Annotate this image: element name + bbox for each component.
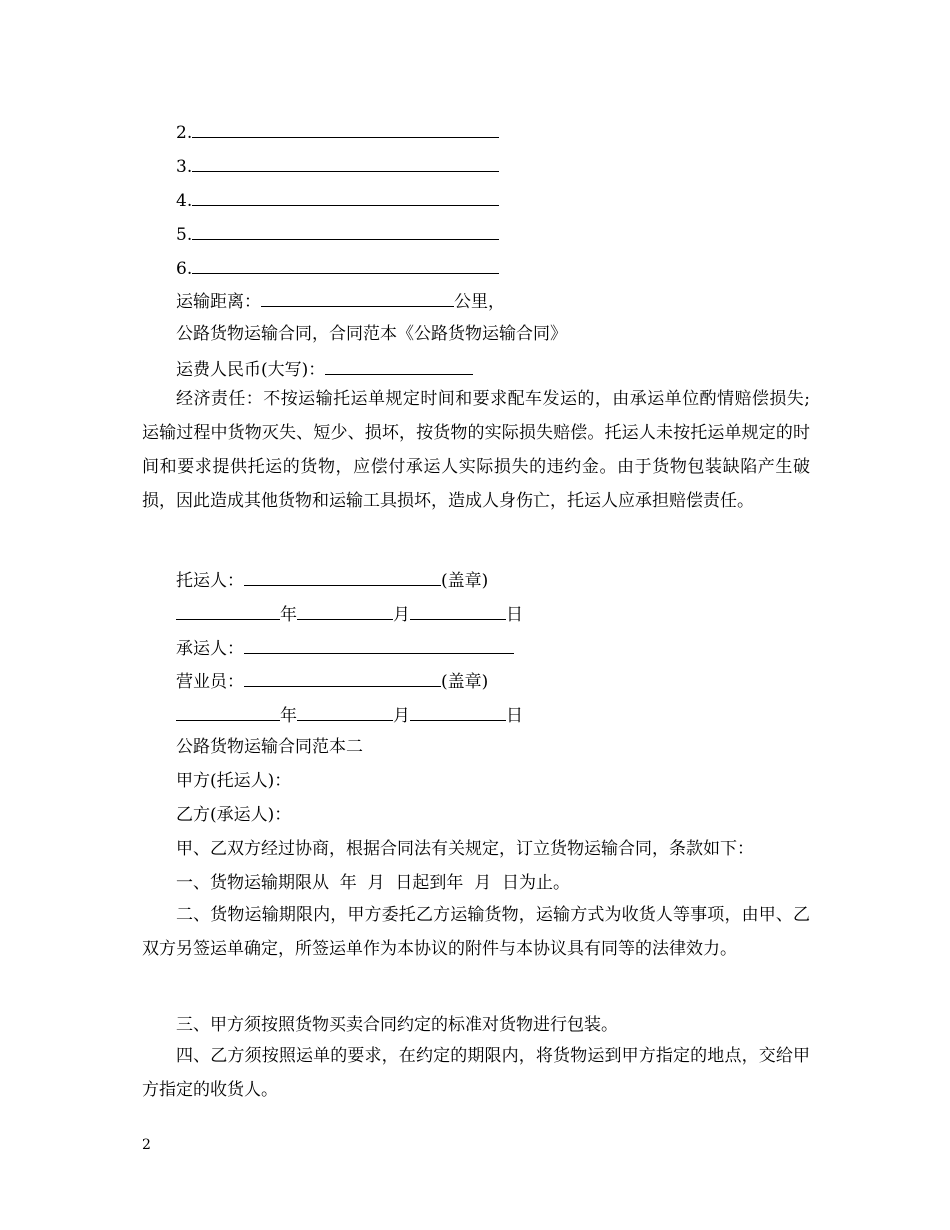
party-b-line: 乙方(承运人)： bbox=[176, 805, 292, 825]
salesperson-line: 营业员： (盖章) bbox=[176, 672, 489, 692]
list-item: 3. bbox=[176, 155, 499, 177]
date-line: 年 月 日 bbox=[176, 603, 523, 625]
clause-2: 二、货物运输期限内，甲方委托乙方运输货物，运输方式为收货人等事项，由甲、乙双方另签运单确定，所签运单作为本协议的附件与本协议具有同等的法律效力。 bbox=[142, 905, 810, 959]
intro-line: 甲、乙双方经过协商，根据合同法有关规定，订立货物运输合同，条款如下： bbox=[176, 839, 754, 859]
liability-paragraph: 经济责任：不按运输托运单规定时间和要求配车发运的，由承运单位酌情赔偿损失;运输过程中货物灭失、短少、损坏，按货物的实际损失赔偿。托运人未按托运单规定的时间和要求提供托运的货物，应偿付承运人实际损失的违约金。由于货物包装缺陷产生破损，因此造成其他货物和运输工具损坏，造成人身伤亡，托运人应承担赔偿责任。 bbox=[142, 389, 810, 511]
blank-line bbox=[297, 704, 393, 721]
list-item: 2. bbox=[176, 121, 499, 143]
blank-line bbox=[244, 569, 441, 586]
blank-line bbox=[261, 290, 454, 307]
blank-line bbox=[410, 704, 506, 721]
carrier-line: 承运人： bbox=[176, 637, 514, 659]
blank-line bbox=[176, 603, 280, 620]
page-number: 2 bbox=[142, 1137, 151, 1153]
list-item: 6. bbox=[176, 257, 499, 279]
blank-line bbox=[244, 670, 441, 687]
clause-3: 三、甲方须按照货物买卖合同约定的标准对货物进行包装。 bbox=[176, 1015, 618, 1035]
blank-line bbox=[192, 155, 499, 172]
blank-line bbox=[325, 358, 473, 375]
party-a-line: 甲方(托运人)： bbox=[176, 771, 292, 791]
list-item: 4. bbox=[176, 189, 499, 211]
blank-line bbox=[244, 637, 514, 654]
blank-line bbox=[297, 603, 393, 620]
distance-line: 运输距离： 公里， bbox=[176, 292, 505, 312]
freight-line: 运费人民币(大写)： bbox=[176, 358, 473, 380]
blank-line bbox=[192, 189, 499, 206]
blank-line bbox=[192, 121, 499, 138]
clause-1: 一、货物运输期限从 年 月 日起到年 月 日为止。 bbox=[176, 873, 571, 893]
shipper-line: 托运人： (盖章) bbox=[176, 571, 489, 591]
clause-4: 四、乙方须按照运单的要求，在约定的期限内，将货物运到甲方指定的地点，交给甲方指定的收货人。 bbox=[142, 1046, 810, 1100]
date-line: 年 月 日 bbox=[176, 704, 523, 726]
sample2-title: 公路货物运输合同范本二 bbox=[176, 737, 363, 757]
blank-line bbox=[176, 704, 280, 721]
blank-line bbox=[192, 257, 499, 274]
blank-line bbox=[410, 603, 506, 620]
list-item: 5. bbox=[176, 223, 499, 245]
contract-title-line: 公路货物运输合同，合同范本《公路货物运输合同》 bbox=[176, 324, 567, 344]
blank-line bbox=[192, 223, 499, 240]
